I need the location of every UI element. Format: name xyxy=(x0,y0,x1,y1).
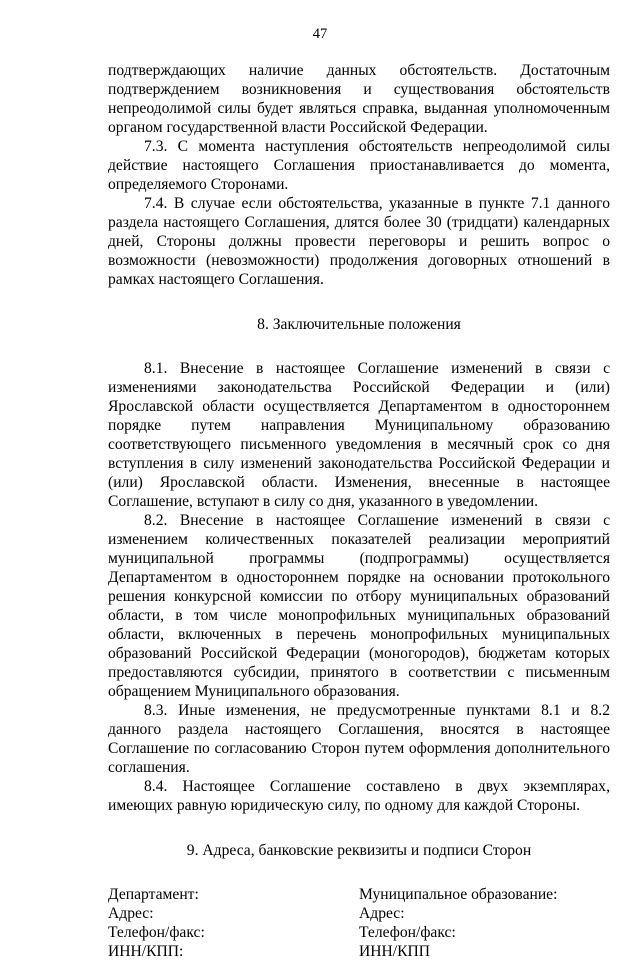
department-details xyxy=(108,885,359,961)
department-phone-label: Телефон/факс: xyxy=(108,924,205,941)
page-number: 47 xyxy=(312,26,328,42)
paragraph-7-4: 7.4. В случае если обстоятельства, указанные в пункте 7.1 данного раздела настоящего Соглашения, длятся более 30 (тридцати) календарных дней, Стороны должны провести переговоры и решить вопрос о возможности (невозможности) продолжения договорных отношений в рамках настоящего Соглашения. xyxy=(108,195,610,288)
department-address-label: Адрес: xyxy=(108,905,154,922)
municipality-phone-label: Телефон/факс: xyxy=(359,924,456,941)
paragraph-8-4: 8.4. Настоящее Соглашение составлено в двух экземплярах, имеющих равную юридическую силу, по одному для каждой Стороны. xyxy=(108,778,610,814)
municipality-details xyxy=(359,885,610,961)
department-label: Департамент: xyxy=(108,886,199,903)
section-8-title: 8. Заключительные положения xyxy=(257,316,461,333)
paragraph-7-2-continuation: подтверждающих наличие данных обстоятельств. Достаточным подтверждением возникновения и существования обстоятельств непреодолимой силы будет являться справка, выданная уполномоченным органом государственной власти Российской Федерации. xyxy=(108,62,610,136)
paragraph-8-3: 8.3. Иные изменения, не предусмотренные пунктами 8.1 и 8.2 данного раздела настоящего Соглашения, вносятся в настоящее Соглашение по согласованию Сторон путем оформления дополнительного соглашения. xyxy=(108,702,610,776)
section-9-title: 9. Адреса, банковские реквизиты и подписи Сторон xyxy=(186,842,532,859)
department-inn-label: ИНН/КПП: xyxy=(108,943,184,960)
document-body xyxy=(108,61,610,961)
municipality-address-label: Адрес: xyxy=(359,905,405,922)
paragraph-8-1: 8.1. Внесение в настоящее Соглашение изменений в связи с изменениями законодательства Российской Федерации и (или) Ярославской области осуществляется Департаментом в одностороннем порядке путем направления Муниципальному образованию соответствующего письменного уведомления в месячный срок со дня вступления в силу изменений законодательства Российской Федерации и (или) Ярославской области. Изменения, внесенные в настоящее Соглашение, вступают в силу со дня, указанного в уведомлении. xyxy=(108,360,610,510)
paragraph-8-2: 8.2. Внесение в настоящее Соглашение изменений в связи с изменением количественных показателей реализации мероприятий муниципальной программы (подпрограммы) осуществляется Департаментом в одностороннем порядке на основании протокольного решения конкурсной комиссии по отбору муниципальных образований области, в том числе монопрофильных муниципальных образований области, включенных в перечень монопрофильных муниципальных образований Российской Федерации (моногородов), бюджетам которых предоставляются субсидии, принятого в соответствии с письменным обращением Муниципального образования. xyxy=(108,512,610,700)
municipality-label: Муниципальное образование: xyxy=(359,886,558,903)
signature-block xyxy=(108,885,610,961)
paragraph-7-3: 7.3. С момента наступления обстоятельств непреодолимой силы действие настоящего Соглашения приостанавливается до момента, определяемого Сторонами. xyxy=(108,138,610,193)
municipality-inn-label: ИНН/КПП xyxy=(359,943,431,960)
